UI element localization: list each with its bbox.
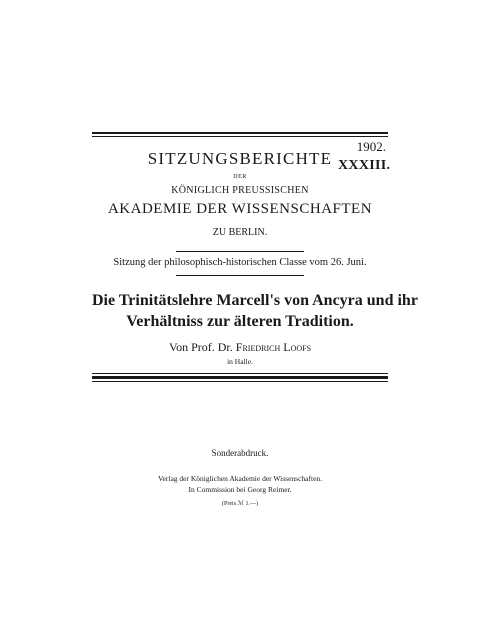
session-rule-bottom (176, 275, 304, 276)
journal-title: SITZUNGSBERICHTE (147, 149, 333, 168)
bottom-rule-thin (92, 373, 388, 374)
session-line: Sitzung der philosophisch-historischen Classe vom 26. Juni. (113, 257, 367, 268)
year: 1902. (356, 139, 386, 154)
institution-line1: KÖNIGLICH PREUSSISCHEN (171, 185, 309, 196)
publisher-line2: In Commission bei Georg Reimer. (188, 485, 292, 494)
author-line (92, 340, 388, 355)
author-location: in Halle. (227, 357, 253, 366)
bottom-rule-thick (92, 376, 388, 379)
bottom-rule-thin-2 (92, 381, 388, 382)
session-rule-top (176, 251, 304, 252)
location: ZU BERLIN. (212, 227, 268, 238)
article-title-line1: Die Trinitätslehre Marcell's von Ancyra und ihr (92, 292, 418, 309)
publisher-line1: Verlag der Königlichen Akademie der Wissenschaften. (157, 474, 323, 483)
institution-line2: AKADEMIE DER WISSENSCHAFTEN (107, 201, 373, 217)
article-title-line2: Verhältniss zur älteren Tradition. (126, 313, 354, 330)
author-name: Friedrich Loofs (235, 340, 312, 354)
top-rule-thick (92, 132, 388, 134)
volume-number: XXXIII. (338, 158, 391, 173)
price: (Preis ℳ 1.—) (222, 501, 258, 507)
offprint-label: Sonderabdruck. (211, 448, 269, 458)
der-label: DER (233, 174, 247, 180)
author-prefix: Von Prof. Dr. (168, 340, 233, 354)
top-rule-thin (92, 136, 388, 137)
